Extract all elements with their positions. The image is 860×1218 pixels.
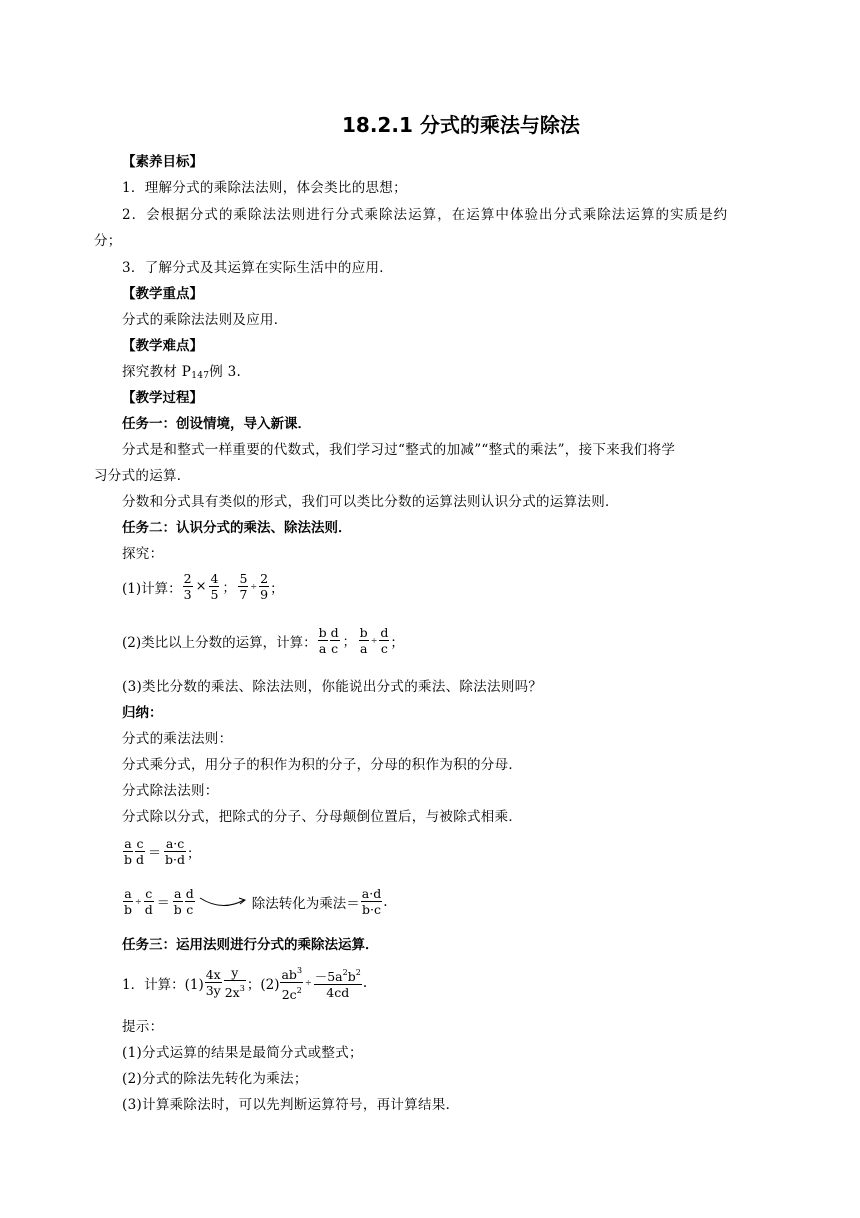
paragraph-1-line2: 习分式的运算． [94,468,191,484]
fraction-c-d-2: $\frac{c}{d}$ [144,886,153,917]
div-formula: $\frac{a}{b}$ ÷ $\frac{c}{d}$ ＝ a b d c 除法转化为乘法＝ a·d b·c . [124,886,388,917]
task-2: 任务二：认识分式的乘法、除法法则． [122,520,352,536]
div-rule: 分式除以分式，把除式的分子、分母颠倒位置后，与被除式相乘． [122,809,523,825]
mult-formula: a b c d ＝ a·c b·d ； [124,836,201,867]
difficulty-heading: 【教学难点】 [122,338,203,354]
fraction-4x-3y: 4x 3y [205,967,221,998]
calc-label: 1．计算：(1) [122,976,204,993]
hint-label: 提示： [122,1019,164,1035]
div-rule-title: 分式除法法则： [122,783,219,799]
conversion-text: 除法转化为乘法＝ [251,895,360,912]
curved-arrow-icon [198,890,250,914]
calc-problem: 1．计算：(1) 4x 3y y $2x^3$ ；(2) $\frac{ab^3}{2c^2}$ ÷ $\frac{-5a^2b^2}{4cd}$ . [122,965,368,1002]
explore-label: 探究： [122,546,164,562]
fraction-d-c-3: d c [185,886,194,917]
fraction-y-2x3: y $2x^3$ [224,965,245,1000]
fraction-a-b: a b [124,836,133,867]
equals-sign: ＝ [148,846,162,861]
fraction-2-9: $\frac{2}{9}$ [260,571,269,602]
fraction-a-b-2: $\frac{a}{b}$ [124,886,133,917]
times-sign: × [195,579,207,594]
hint-2: (2)分式的除法先转化为乘法； [122,1071,308,1087]
fraction-ac-bd: a·c b·d [165,836,186,867]
key-heading: 【教学重点】 [122,286,203,302]
question-2-label: (2)类比以上分数的运算，计算： [122,634,317,651]
equals-sign: ＝ [156,896,170,911]
goal-3: 3．了解分式及其运算在实际生活中的应用． [122,260,394,276]
fraction-2-3: $\frac{2}{3}$ [183,571,192,602]
fraction-ab3-2c2: $\frac{ab^3}{2c^2}$ [280,963,303,1002]
goal-1: 1．理解分式的乘除法法则，体会类比的思想； [122,180,407,196]
summary-label: 归纳： [122,705,163,721]
paragraph-2: 分数和分式具有类似的形式，我们可以类比分数的运算法则认识分式的运算法则． [122,494,619,510]
difficulty-text: 探究教材 $P_{147}$例 3. [122,364,242,381]
fraction-b-a: b a [318,625,327,656]
divide-sign: ÷ [370,636,378,645]
fraction-d-c: d c [330,625,339,656]
divide-sign: ÷ [305,978,312,987]
task-1: 任务一：创设情境，导入新课． [122,416,311,432]
question-3: (3)类比分数的乘法、除法法则，你能说出分式的乘法、除法法则吗？ [122,679,543,695]
fraction-b-a-2: $\frac{b}{a}$ [359,625,368,656]
goal-2-line1: 2．会根据分式的乘除法法则进行分式乘除法运算，在运算中体验出分式乘除法运算的实质是约 [122,207,729,223]
hint-1: (1)分式运算的结果是最简分式或整式； [122,1045,363,1061]
fraction-4-5: $\frac{4}{5}$ [210,571,219,602]
question-2: (2)类比以上分数的运算，计算： b a d c ； $\frac{b}{a}$ ÷ $\frac{d}{c}$ ； [122,625,404,656]
page-title: 18.2.1 分式的乘法与除法 [342,113,580,137]
divide-sign: ÷ [250,582,258,591]
fraction-5-7: $\frac{5}{7}$ [239,571,248,602]
divide-sign: ÷ [135,897,142,906]
question-1-label: (1)计算： [122,580,182,597]
fraction-neg5a2b2-4cd: $\frac{-5a^2b^2}{4cd}$ [314,965,362,1000]
paragraph-1-line1: 分式是和整式一样重要的代数式，我们学习过“整式的加减”“整式的乘法”，接下来我们将学 [122,442,676,458]
process-heading: 【教学过程】 [122,390,203,406]
fraction-c-d: c d [136,836,145,867]
fraction-ad-bc: a·d b·c [361,886,382,917]
fraction-d-c-2: $\frac{d}{c}$ [380,625,389,656]
page-subscript: 147 [191,371,210,381]
hint-3: (3)计算乘除法时，可以先判断运算符号，再计算结果． [122,1097,460,1113]
goal-2-line2: 分； [94,233,122,249]
fraction-a-b-3: a b [173,886,182,917]
key-text: 分式的乘除法法则及应用． [122,312,288,328]
question-1: (1)计算： $\frac{2}{3}$ × $\frac{4}{5}$ ； $\frac{5}{7}$ ÷ $\frac{2}{9}$ ； [122,571,284,602]
task-3: 任务三：运用法则进行分式的乘除法运算． [122,937,379,953]
mult-rule: 分式乘分式，用分子的积作为积的分子，分母的积作为积的分母． [122,757,523,773]
mult-rule-title: 分式的乘法法则： [122,731,233,747]
goals-heading: 【素养目标】 [122,154,203,170]
